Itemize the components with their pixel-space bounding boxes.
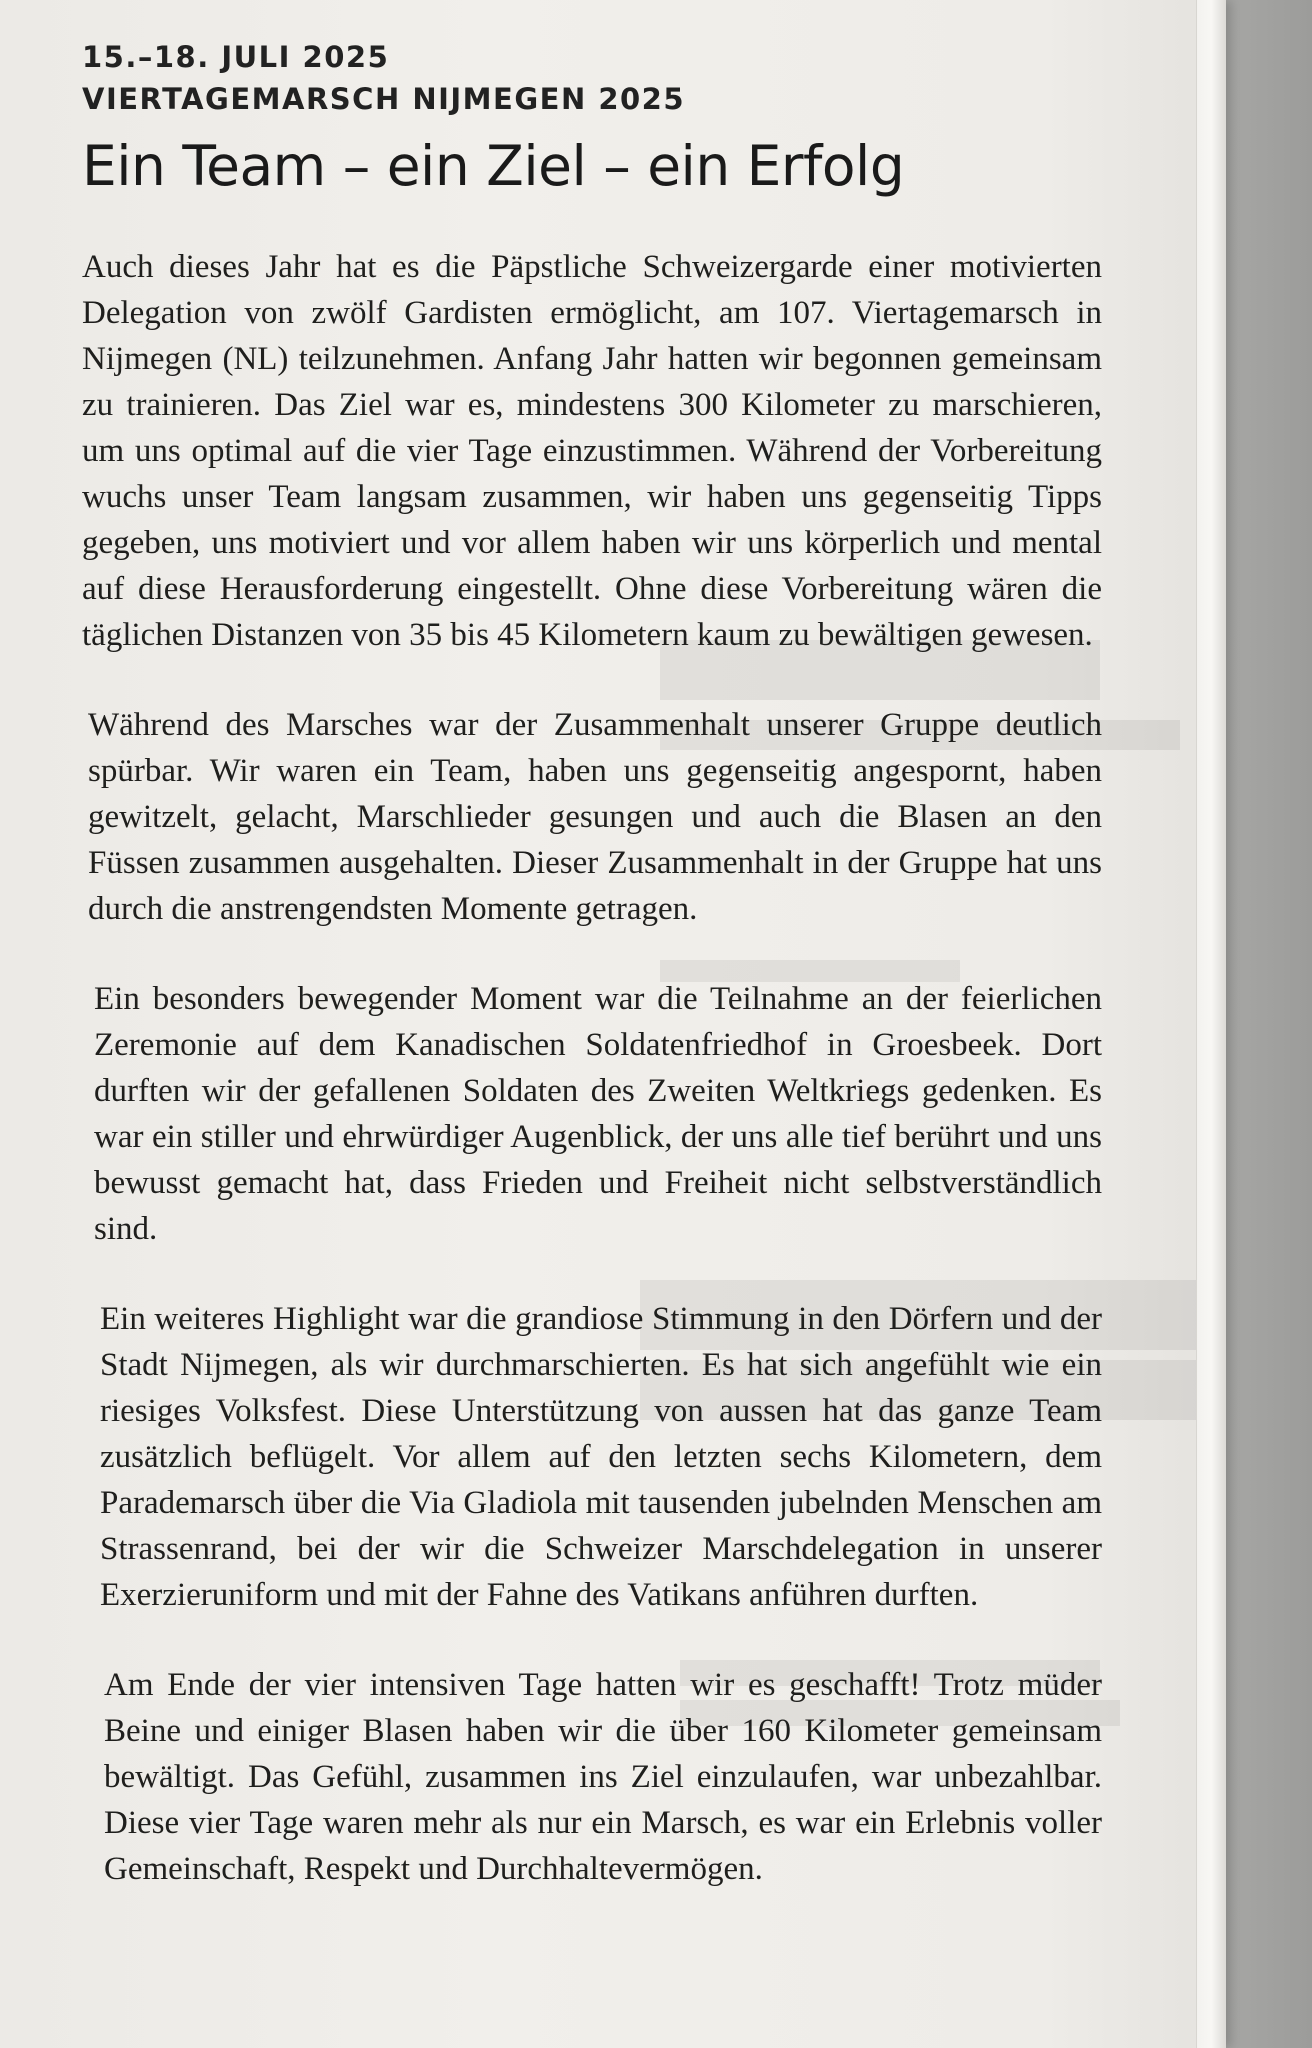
paragraph-1: Auch dieses Jahr hat es die Päpstliche Schweizergarde einer motivierten Delegation von zwölf Gardisten ermöglicht, am 107. Viertagemarsch in Nijmegen (NL) teilzunehmen. Anfang Jahr hatten wir begonnen gemeinsam zu trainieren. Das Ziel war es, mindestens 300 Kilometer zu marschieren, um uns optimal auf die vier Tage einzustimmen. Während der Vorbereitung wuchs unser Team langsam zusammen, wir haben uns gegenseitig Tipps gegeben, uns motiviert und vor allem haben wir uns körperlich und mental auf diese Herausforderung eingestellt. Ohne diese Vorbereitung wären die täglichen Distanzen von 35 bis 45 Kilometern kaum zu bewältigen gewesen. [82, 249, 1102, 653]
paragraph-5: Am Ende der vier intensiven Tage hatten wir es geschafft! Trotz müder Beine und einiger Blasen haben wir die über 160 Kilometer gemeinsam bewältigt. Das Gefühl, zusammen ins Ziel einzulaufen, war unbezahlbar. Diese vier Tage waren mehr als nur ein Marsch, es war ein Erlebnis voller Gemeinschaft, Respekt und Durchhaltevermögen. [104, 1667, 1102, 1887]
event-line: VIERTAGEMARSCH NIJMEGEN 2025 [82, 82, 686, 116]
paragraph-3: Ein besonders bewegender Moment war die Teilnahme an der feierlichen Zeremonie auf dem Kanadischen Soldatenfriedhof in Groesbeek. Dort durften wir der gefallenen Soldaten des Zweiten Weltkriegs gedenken. Es war ein stiller und ehrwürdiger Augenblick, der uns alle tief berührt und uns bewusst gemacht hat, dass Frieden und Freiheit nicht selbstverständlich sind. [94, 981, 1102, 1247]
background-surface [1212, 0, 1312, 2048]
paragraph-2: Während des Marsches war der Zusammenhalt unserer Gruppe deutlich spürbar. Wir waren ein Team, haben uns gegenseitig angespornt, haben gewitzelt, gelacht, Marschlieder gesungen und auch die Blasen an den Füssen zusammen ausgehalten. Dieser Zusammenhalt in der Gruppe hat uns durch die anstrengendsten Momente getragen. [88, 707, 1102, 927]
paragraph-4: Ein weiteres Highlight war die grandiose Stimmung in den Dörfern und der Stadt Nijmegen, als wir durchmarschierten. Es hat sich angefühlt wie ein riesiges Volksfest. Diese Unterstützung von aussen hat das ganze Team zusätzlich beflügelt. Vor allem auf den letzten sechs Kilometern, dem Parademarsch über die Via Gladiola mit tausenden jubelnden Menschen am Strassenrand, bei der wir die Schweizer Marschdelegation in unserer Exerzieruniform und mit der Fahne des Vatikans anführen durften. [100, 1301, 1102, 1613]
date-line: 15.–18. JULI 2025 [82, 40, 390, 74]
page-title: Ein Team – ein Ziel – ein Erfolg [82, 134, 905, 198]
article-content [82, 36, 1102, 1936]
page-edge [1196, 0, 1226, 2048]
article-body [82, 244, 1102, 1892]
